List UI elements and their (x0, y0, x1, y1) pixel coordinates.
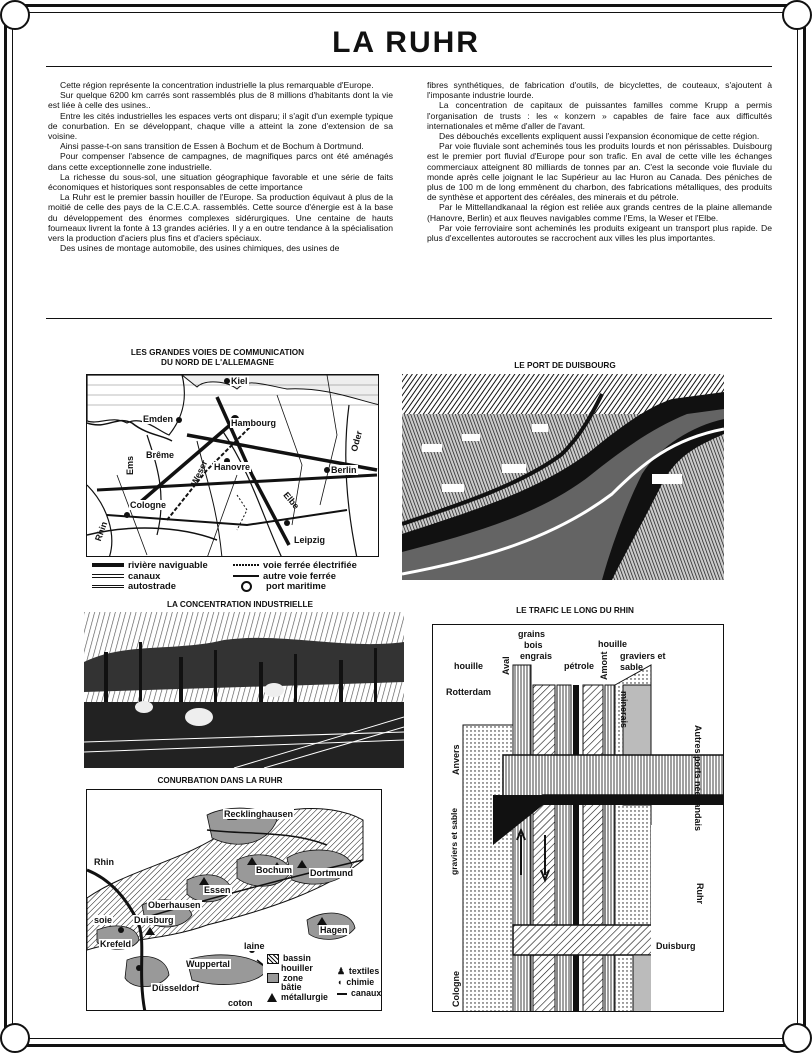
canal-line-icon (337, 993, 347, 995)
map-nord-legend (92, 560, 208, 592)
text-column-left (48, 80, 393, 253)
trafic-label-bois: bois (524, 640, 543, 650)
legend-metallurgie (267, 993, 328, 1002)
conurbation-place-dusseldorf: Düsseldorf (152, 983, 200, 993)
conurbation-place-bochum: Bochum (256, 865, 292, 875)
legend-label: textiles (348, 966, 380, 976)
port-icon (241, 581, 252, 592)
legend-label: bâtie (281, 982, 302, 993)
legend-label: autostrade (128, 580, 176, 591)
map-city-berlin: Berlin (331, 465, 357, 475)
map-nord-allemagne (86, 374, 379, 557)
trafic-caption: LE TRAFIC LE LONG DU RHIN (516, 606, 634, 615)
paragraph: Par le Mittellandkanaal la région est reliée aux grands centres de la plaine allemande (Hanovre, Berlin) et aux fleuves navigables comme l'Ems, la Weser et l'Elbe. (427, 202, 772, 223)
trafic-label-amont: Amont (599, 651, 609, 680)
conurbation-place-wuppertal: Wuppertal (186, 959, 230, 969)
conurbation-place-rhin: Rhin (94, 857, 114, 867)
port-duisbourg-illustration (402, 374, 724, 580)
legend-chimie (337, 977, 381, 988)
frame-corner-bottom-right (782, 1023, 812, 1053)
legend-label: port maritime (266, 580, 326, 592)
section-rule (46, 318, 772, 319)
text-column-right (427, 80, 772, 243)
paragraph: Pour compenser l'absence de campagnes, de magnifiques parcs ont été aménagés dans cette exceptionnelle zone industrielle. (48, 151, 393, 172)
legend-canaux (337, 988, 381, 999)
trafic-label-petrole: pétrole (564, 661, 595, 671)
map-river-oder: Oder (349, 429, 365, 453)
trafic-label-graviers-top-1: graviers et (620, 651, 666, 661)
map-river-weser: Weser (189, 458, 210, 488)
conurbation-legend-2 (337, 966, 381, 999)
paragraph: Par voie ferroviaire sont acheminés les produits exigeant un transport plus rapide. De plus d'excellentes autoroutes se raccrochent aux villes les plus importantes. (427, 222, 772, 244)
legend-label: bassin (283, 953, 311, 964)
trafic-label-engrais: engrais (520, 651, 553, 661)
trafic-diagram (432, 624, 724, 1012)
legend-swatch (92, 574, 124, 578)
legend-swatch (267, 973, 279, 983)
legend-label: rivière naviguable (128, 559, 208, 570)
legend-label: métallurgie (281, 991, 328, 1002)
conurbation-place-duisburg: Duisburg (134, 915, 174, 925)
trafic-label-cologne: Cologne (451, 971, 461, 1007)
map-city-hambourg: Hambourg (231, 418, 276, 428)
legend-swatch (233, 575, 259, 577)
page-title: LA RUHR (332, 26, 480, 59)
paragraph: Ainsi passe-t-on sans transition de Essen à Bochum et de Bochum à Dortmund. (60, 141, 364, 152)
legend-voie-electrifiee (233, 560, 357, 571)
map-city-hanovre: Hanovre (214, 462, 251, 472)
conurbation-place-hagen: Hagen (320, 925, 348, 935)
paragraph: fibres synthétiques, de fabrication d'outils, de bicyclettes, de couteaux, s'ajoutent à l'imposante industrie lourde. (427, 80, 772, 101)
paragraph: Des débouchés excellents expliquent aussi l'expansion économique de cette région. (439, 131, 760, 142)
map-city-cologne: Cologne (130, 500, 166, 510)
legend-label: canaux (128, 569, 161, 581)
legend-swatch (233, 564, 259, 566)
map-nord-caption (90, 348, 345, 368)
map-river-elbe: Elbe (281, 490, 302, 511)
chemistry-icon: ◖ (337, 977, 343, 987)
concentration-drawing (84, 612, 404, 768)
paragraph: Par voie fluviale sont acheminés tous les produits lourds et non périssables. Duisbourg est le premier port fluvial d'Europe pour son trafic. En aval de cette ville les échanges commerciaux atteignent 80 milliards de tonnes par an. C'est la seconde voie fluviale du monde après celle joignant le lac Supérieur au lac Huron au Canada. Des péniches de plus de 100 m de long emmènent du charbon, des fabrications métalliques, des produits de synthèse et apportent des céréales, des minerais et du pétrole. (427, 141, 772, 203)
legend-autostrade (92, 581, 208, 592)
map-nord-legend-2 (233, 560, 357, 592)
trafic-label-anvers: Anvers (451, 744, 461, 775)
paragraph: Entre les cités industrielles les espaces verts ont disparu; il s'agit d'un exemple typique de conurbation. En se développant, chaque ville a atteint la zone d'extension de sa voisine. (48, 110, 393, 142)
map-city-emden: Emden (143, 414, 174, 424)
conurbation-place-soie: soie (94, 915, 113, 925)
port-duisbourg-drawing (402, 374, 724, 580)
conurbation-place-dortmund: Dortmund (310, 868, 353, 878)
trafic-label-ruhr: Ruhr (695, 883, 705, 904)
legend-label: voie ferrée électrifiée (263, 559, 357, 570)
trafic-label-houille-right: houille (598, 639, 627, 649)
map-river-rhin: Rhin (93, 520, 110, 543)
legend-label: houiller (281, 963, 313, 973)
concentration-illustration (84, 612, 404, 768)
frame-corner-bottom-left (0, 1023, 30, 1053)
caption-line: DU NORD DE L'ALLEMAGNE (161, 358, 274, 367)
factory-icon (267, 993, 277, 1002)
conurbation-place-krefeld: Krefeld (100, 939, 132, 949)
paragraph: La Ruhr est le premier bassin houiller de l'Europe. Sa production équivaut à plus de la moitié de celle des pays de la C.E.C.A. rassemblés. Cette source d'énergie est à la base du développement des énormes complexes sidérurgiques. Une centaine de hauts fourneaux livrent la fonte à 13 grandes aciéries. Il y a en outre tendance à la spécialisation vers la production d'aciers plus fins et d'aciers spéciaux. (48, 192, 393, 244)
legend-label: autre voie ferrée (263, 569, 336, 581)
legend-swatch (267, 954, 279, 964)
conurbation-place-recklinghausen: Recklinghausen (224, 809, 294, 819)
concentration-caption: LA CONCENTRATION INDUSTRIELLE (166, 600, 313, 609)
conurbation-legend (263, 952, 332, 1004)
trafic-label-minerais: minerais (619, 691, 629, 729)
trafic-label-grains: grains (518, 629, 546, 639)
paragraph: Cette région représente la concentration industrielle la plus remarquable d'Europe. (60, 80, 374, 90)
textile-icon: ♟ (337, 966, 345, 976)
paragraph: Sur quelque 6200 km carrés sont rassemblés plus de 8 millions d'habitants dont la vie est liée à celle des usines.. (48, 90, 393, 111)
legend-port (233, 581, 357, 592)
conurbation-place-essen: Essen (204, 885, 231, 895)
map-river-ems: Ems (125, 455, 135, 475)
port-duisbourg-caption: LE PORT DE DUISBOURG (514, 361, 616, 370)
legend-swatch (92, 585, 124, 588)
trafic-label-aval: Aval (501, 656, 511, 675)
caption-line: LES GRANDES VOIES DE COMMUNICATION (130, 348, 305, 357)
trafic-label-duisburg: Duisburg (656, 941, 696, 951)
legend-label: chimie (346, 977, 375, 987)
legend-label: canaux (351, 988, 382, 998)
trafic-label-graviers-left: graviers et sable (449, 807, 459, 875)
trafic-label-graviers-top-2: sable (620, 662, 644, 672)
legend-swatch (92, 563, 124, 567)
legend-riviere (92, 560, 208, 571)
legend-label: zone (283, 972, 304, 983)
legend-textiles (337, 966, 381, 977)
map-city-kiel: Kiel (231, 376, 248, 386)
conurbation-place-coton: coton (228, 998, 253, 1008)
legend-houiller (267, 964, 328, 973)
paragraph: La richesse du sous-sol, une situation géographique favorable et une série de faits économiques et historiques sont responsables de cette importance (48, 171, 393, 193)
trafic-drawing (433, 625, 724, 1012)
title-rule (46, 66, 772, 67)
paragraph: Des usines de montage automobile, des usines chimiques, des usines de (60, 243, 340, 254)
conurbation-map (86, 789, 382, 1011)
map-city-breme: Brême (146, 450, 175, 460)
trafic-label-houille-top: houille (454, 661, 483, 671)
conurbation-caption: CONURBATION DANS LA RUHR (157, 776, 283, 785)
conurbation-place-oberhausen: Oberhausen (148, 900, 201, 910)
paragraph: La concentration de capitaux de puissantes familles comme Krupp a permis l'organisation de trusts : les « konzern » capables de faire face aux difficultés internationales et même d'aller de l'avant. (427, 100, 772, 131)
trafic-label-autres-ports: Autres ports néerlandais (693, 725, 703, 832)
map-city-leipzig: Leipzig (294, 535, 325, 545)
conurbation-place-laine: laine (244, 941, 265, 951)
trafic-label-rotterdam: Rotterdam (446, 687, 492, 697)
